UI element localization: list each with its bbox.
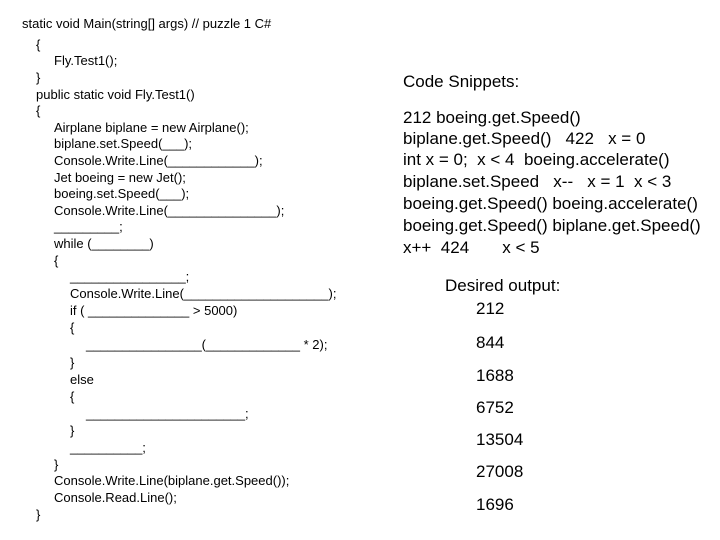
output-value: 1696 [476, 495, 514, 514]
code-line: Fly.Test1(); [54, 53, 118, 68]
code-line: } [54, 457, 59, 472]
code-line: { [36, 103, 41, 118]
snippet-line: boeing.get.Speed() biplane.get.Speed() [403, 216, 701, 235]
code-line: } [70, 355, 75, 370]
output-value: 6752 [476, 398, 514, 417]
code-line: Console.Write.Line(biplane.get.Speed()); [54, 473, 290, 488]
output-value: 212 [476, 299, 505, 318]
code-line: ______________________; [86, 406, 249, 421]
snippet-line: biplane.get.Speed() 422 x = 0 [403, 129, 646, 148]
code-line: Jet boeing = new Jet(); [54, 170, 186, 185]
code-line: } [70, 423, 75, 438]
code-line: __________; [70, 440, 146, 455]
snippets-heading: Code Snippets: [403, 72, 520, 91]
code-line: { [70, 389, 75, 404]
code-line: static void Main(string[] args) // puzzle 1 C# [22, 16, 272, 31]
code-line: Console.Write.Line(____________); [54, 153, 263, 168]
output-value: 13504 [476, 430, 524, 449]
code-line: boeing.set.Speed(___); [54, 186, 190, 201]
output-value: 27008 [476, 462, 524, 481]
code-line: while (________) [54, 236, 154, 251]
output-value: 844 [476, 333, 505, 352]
snippet-line: biplane.set.Speed x-- x = 1 x < 3 [403, 172, 672, 191]
code-line: } [36, 70, 41, 85]
code-line: ________________; [70, 269, 190, 284]
snippet-line: boeing.get.Speed() boeing.accelerate() [403, 194, 698, 213]
code-line: Airplane biplane = new Airplane(); [54, 120, 249, 135]
snippet-line: 212 boeing.get.Speed() [403, 108, 581, 127]
code-line: public static void Fly.Test1() [36, 87, 195, 102]
code-line: _________; [54, 219, 123, 234]
code-line: Console.Write.Line(____________________); [70, 286, 337, 301]
code-line: } [36, 507, 41, 522]
code-line: Console.Write.Line(_______________); [54, 203, 285, 218]
code-line: biplane.set.Speed(___); [54, 136, 193, 151]
output-label: Desired output: [445, 276, 561, 295]
code-line: Console.Read.Line(); [54, 490, 177, 505]
code-line: else [70, 372, 94, 387]
snippet-line: x++ 424 x < 5 [403, 238, 540, 257]
code-line: { [54, 253, 59, 268]
snippet-line: int x = 0; x < 4 boeing.accelerate() [403, 150, 670, 169]
code-line: ________________(_____________ * 2); [86, 337, 328, 352]
code-line: if ( ______________ > 5000) [70, 303, 238, 318]
code-line: { [36, 37, 41, 52]
output-value: 1688 [476, 366, 514, 385]
code-line: { [70, 320, 75, 335]
